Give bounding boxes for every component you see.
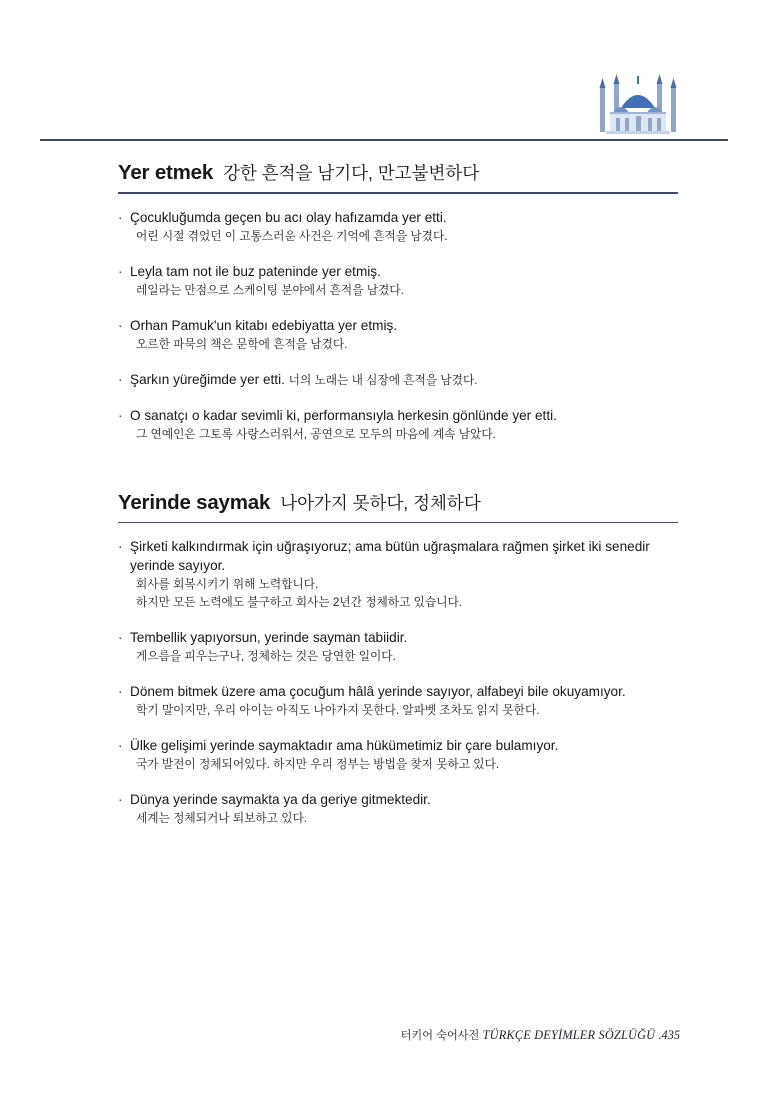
footer-title: TÜRKÇE DEYİMLER SÖZLÜĞÜ [482,1028,656,1042]
list-item [118,370,678,390]
example-turkish: Ülke gelişimi yerinde saymaktadır ama hükümetimiz bir çare bulamıyor. [130,738,559,753]
entry-heading [118,490,678,522]
bullet-marker: · [118,407,123,423]
example-korean: 레일라는 만점으로 스케이팅 분야에서 흔적을 남겼다. [136,283,404,297]
page-footer [0,1027,768,1043]
example-korean: 게으름을 피우는구나, 정체하는 것은 당연한 일이다. [136,650,396,663]
page-number: .435 [658,1028,680,1042]
bullet-marker: · [118,792,123,807]
example-turkish-text: Şarkın yüreğimde yer etti. [130,371,285,387]
example-korean: 너의 노래는 내 심장에 흔적을 남겼다. [288,373,478,387]
list-item [118,316,678,354]
bullet-marker: · [118,317,123,333]
list-item [118,262,678,300]
list-item [118,208,678,246]
entry-divider [118,522,678,524]
headword: Yerinde saymak [118,490,271,514]
example-turkish [130,370,678,390]
footer-korean-title: 터키어 숙어사전 [400,1030,480,1042]
example-turkish: Leyla tam not ile buz pateninde yer etmiş. [130,263,381,279]
entry-heading [118,160,678,192]
header-divider [40,139,728,141]
list-item [118,790,678,828]
example-turkish: Dünya yerinde saymakta ya da geriye gitmektedir. [130,792,431,807]
bullet-marker: · [118,371,123,387]
example-turkish: Şirketi kalkındırmak için uğraşıyoruz; ama bütün uğraşmalara rağmen şirket iki senedir yerinde sayıyor. [130,539,650,573]
bullet-marker: · [118,738,123,753]
example-turkish: Tembellik yapıyorsun, yerinde sayman tabiidir. [130,630,408,645]
example-korean: 국가 발전이 정체되어있다. 하지만 우리 정부는 방법을 찾지 못하고 있다. [136,758,500,771]
bullet-marker: · [118,539,123,554]
bullet-marker: · [118,209,123,225]
dictionary-entry-1 [118,160,678,444]
dictionary-entry-2 [118,490,678,829]
entry-divider [118,192,678,194]
example-turkish: Dönem bitmek üzere ama çocuğum hâlâ yerinde sayıyor, alfabeyi bile okuyamıyor. [130,684,626,699]
mosque-icon [594,74,682,136]
example-korean-2: 하지만 모든 노력에도 불구하고 회사는 2년간 정체하고 있습니다. [136,596,463,609]
example-korean: 회사를 회복시키기 위해 노력합니다. [136,578,319,591]
list-item [118,682,678,720]
example-korean: 오르한 파묵의 책은 문학에 흔적을 남겼다. [136,337,348,351]
example-korean: 그 연예인은 그토록 사랑스러워서, 공연으로 모두의 마음에 계속 남았다. [136,427,496,441]
dictionary-content [118,160,678,834]
list-item [118,537,678,612]
example-list [118,537,678,828]
example-turkish: O sanatçı o kadar sevimli ki, performansıyla herkesin gönlünde yer etti. [130,407,557,423]
bullet-marker: · [118,263,123,279]
headword-translation: 나아가지 못하다, 정체하다 [280,492,481,513]
page-header [0,0,768,140]
bullet-marker: · [118,684,123,699]
list-item [118,628,678,666]
list-item [118,736,678,774]
list-item [118,406,678,444]
headword-translation: 강한 흔적을 남기다, 만고불변하다 [223,163,480,183]
example-list [118,208,678,444]
example-korean: 어린 시절 겪었던 이 고통스러운 사건은 기억에 흔적을 남겼다. [136,229,448,243]
example-korean: 세계는 정체되거나 퇴보하고 있다. [136,812,308,825]
example-korean: 학기 말이지만, 우리 아이는 아직도 나아가지 못한다. 알파벳 조차도 읽지 못한다. [136,704,540,717]
bullet-marker: · [118,630,123,645]
headword: Yer etmek [118,161,214,184]
example-turkish: Orhan Pamuk'un kitabı edebiyatta yer etmiş. [130,317,398,333]
example-turkish: Çocukluğumda geçen bu acı olay hafızamda yer etti. [130,209,447,225]
